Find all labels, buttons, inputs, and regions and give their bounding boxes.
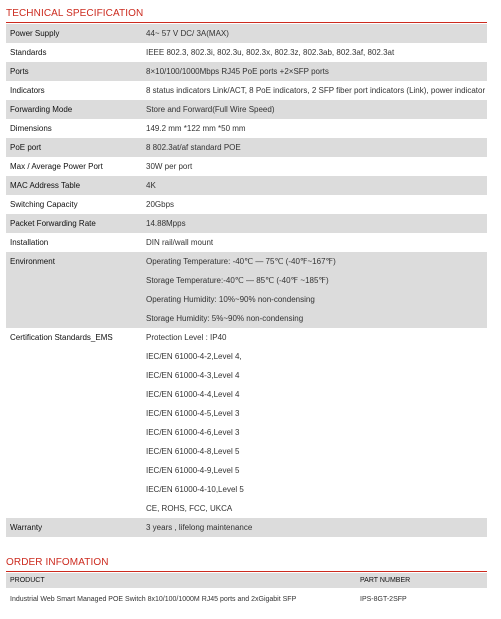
spec-value: 20Gbps (146, 200, 175, 209)
spec-value: IEC/EN 61000-4-6,Level 3 (146, 428, 240, 437)
spec-value: 4K (146, 181, 156, 190)
spec-label: Warranty (6, 518, 142, 537)
spec-label: Environment (6, 252, 142, 328)
spec-value-cell (142, 176, 487, 195)
order-header-part: PART NUMBER (356, 573, 487, 588)
spec-value: Operating Temperature: -40℃ — 75℃ (-40℉~167℉) (146, 257, 336, 266)
spec-row (6, 138, 487, 157)
spec-row (6, 328, 487, 518)
order-title-rule (6, 571, 487, 572)
spec-label: Switching Capacity (10, 200, 78, 209)
spec-row (6, 252, 487, 328)
spec-value: 8 status indicators Link/ACT, 8 PoE indicators, 2 SFP fiber port indicators (Link), power indicator (146, 86, 486, 95)
spec-row (6, 157, 487, 176)
spec-label: Installation (10, 238, 49, 247)
spec-value: 8×10/100/1000Mbps RJ45 PoE ports +2×SFP ports (146, 67, 329, 76)
spec-value: 8 802.3at/af standard POE (146, 143, 241, 152)
spec-value-cell (142, 195, 487, 214)
spec-value: 44~ 57 V DC/ 3A(MAX) (146, 29, 229, 38)
spec-value: 30W per port (146, 162, 193, 171)
order-table-body (6, 588, 487, 610)
spec-value: Operating Humidity: 10%~90% non-condensing (146, 295, 315, 304)
spec-value: IEC/EN 61000-4-5,Level 3 (146, 409, 240, 418)
spec-value: 3 years , lifelong maintenance (146, 523, 253, 532)
spec-value: IEC/EN 61000-4-2,Level 4, (146, 352, 242, 361)
spec-row (6, 119, 487, 138)
spec-value: Storage Humidity: 5%~90% non-condensing (146, 314, 304, 323)
spec-value: IEC/EN 61000-4-8,Level 5 (146, 447, 240, 456)
spec-row (6, 24, 487, 43)
spec-row (6, 43, 487, 62)
spec-value-cell (142, 43, 487, 62)
spec-row (6, 81, 487, 100)
spec-label: Power Supply (6, 24, 142, 43)
spec-row (6, 176, 487, 195)
spec-value-cell (142, 119, 487, 138)
spec-label: Standards (10, 48, 47, 57)
spec-value-cell (142, 24, 487, 43)
order-row (6, 588, 487, 610)
spec-value-cell (142, 138, 487, 157)
spec-value-cell (142, 62, 487, 81)
spec-row (6, 233, 487, 252)
spec-label: Max / Average Power Port (10, 162, 103, 171)
spec-value-cell (142, 252, 487, 328)
spec-value-cell (142, 328, 487, 518)
spec-row (6, 62, 487, 81)
spec-value-cell (142, 157, 487, 176)
order-header-row (6, 573, 487, 588)
spec-label: Ports (6, 62, 142, 81)
spec-value-cell (142, 81, 487, 100)
spec-value: IEC/EN 61000-4-3,Level 4 (146, 371, 240, 380)
spec-value: DIN rail/wall mount (146, 238, 214, 247)
order-table (6, 573, 487, 610)
spec-value: Store and Forward(Full Wire Speed) (146, 105, 275, 114)
order-header-product: PRODUCT (6, 573, 356, 588)
spec-value: Storage Temperature:-40℃ — 85℃ (-40℉ ~185℉) (146, 276, 329, 285)
spec-value: CE, ROHS, FCC, UKCA (146, 504, 233, 513)
spec-value-cell (142, 100, 487, 119)
spec-value: IEC/EN 61000-4-4,Level 4 (146, 390, 240, 399)
spec-value: IEEE 802.3, 802.3i, 802.3u, 802.3x, 802.3z, 802.3ab, 802.3af, 802.3at (146, 48, 395, 57)
spec-value: 14.88Mpps (146, 219, 186, 228)
spec-value: IEC/EN 61000-4-9,Level 5 (146, 466, 240, 475)
spec-value: IEC/EN 61000-4-10,Level 5 (146, 485, 244, 494)
spec-value-cell (142, 233, 487, 252)
spec-label: Forwarding Mode (6, 100, 142, 119)
spec-label: Dimensions (10, 124, 52, 133)
spec-label: Indicators (10, 86, 45, 95)
spec-table (6, 24, 487, 537)
spec-table-body (6, 24, 487, 537)
spec-label: Packet Forwarding Rate (6, 214, 142, 233)
spec-value: Protection Level : IP40 (146, 333, 227, 342)
order-section-title: ORDER INFOMATION (6, 557, 109, 568)
spec-row (6, 195, 487, 214)
spec-row (6, 100, 487, 119)
spec-value-cell (142, 518, 487, 537)
spec-value: 149.2 mm *122 mm *50 mm (146, 124, 246, 133)
spec-row (6, 214, 487, 233)
spec-row (6, 518, 487, 537)
order-product: Industrial Web Smart Managed POE Switch 8x10/100/1000M RJ45 ports and 2xGigabit SFP (10, 595, 297, 603)
spec-title-rule (6, 22, 487, 23)
spec-value-cell (142, 214, 487, 233)
spec-label: PoE port (6, 138, 142, 157)
order-part-number: IPS-8GT-2SFP (360, 595, 407, 603)
spec-label: MAC Address Table (6, 176, 142, 195)
spec-label: Certification Standards_EMS (10, 333, 113, 342)
spec-section-title: TECHNICAL SPECIFICATION (6, 8, 144, 19)
